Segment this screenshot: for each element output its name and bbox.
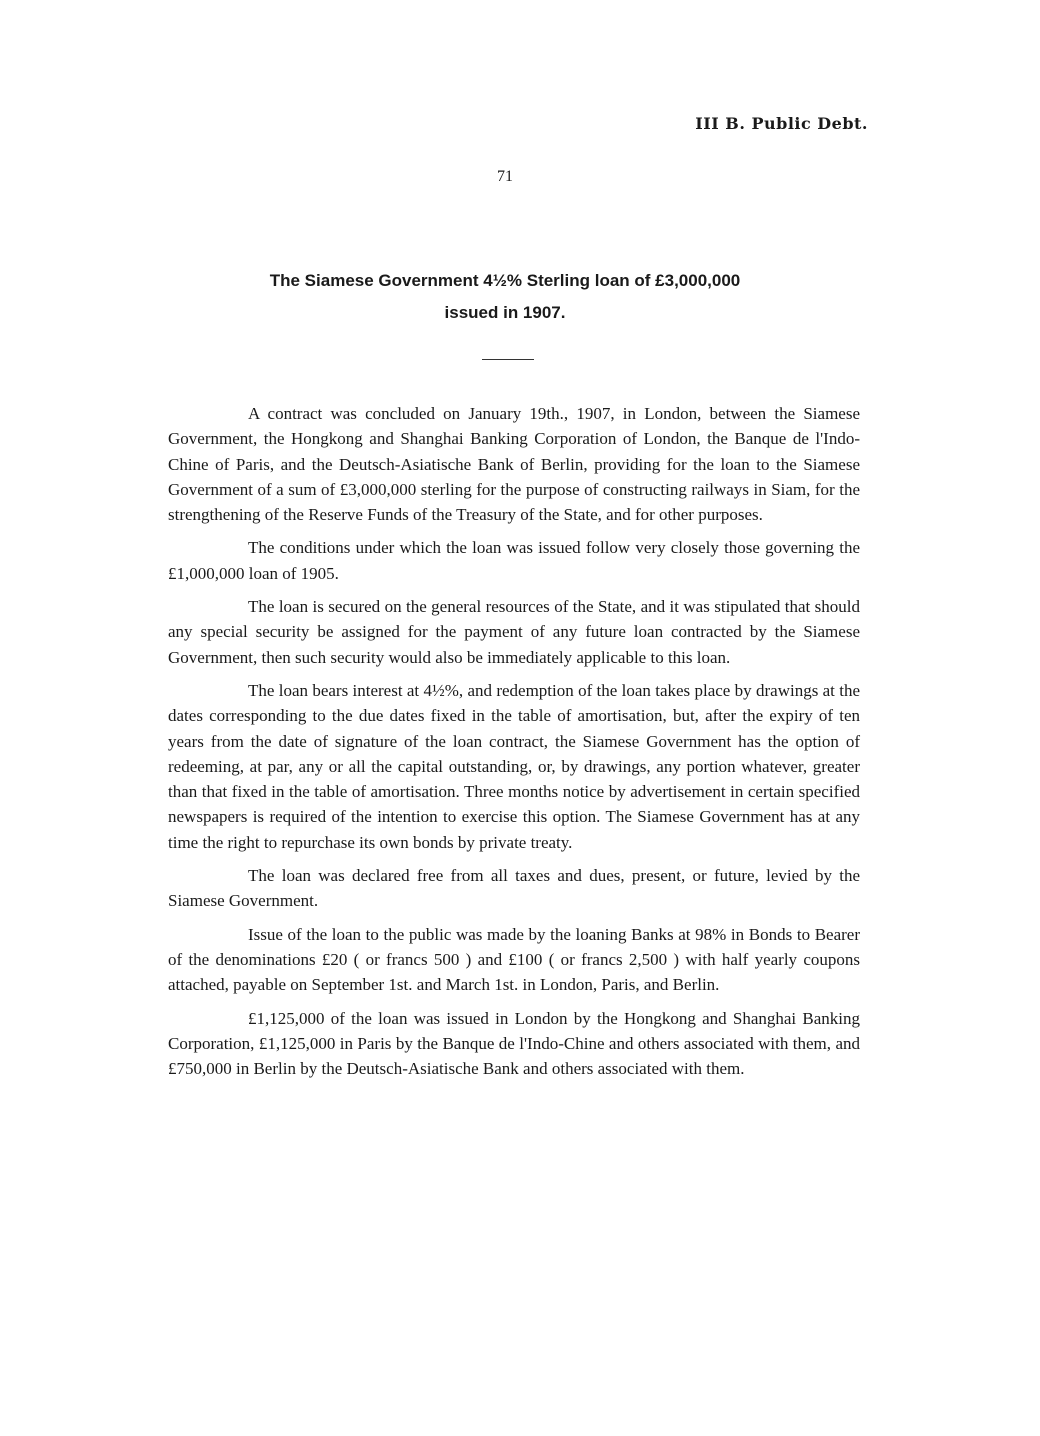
paragraph-contract: A contract was concluded on January 19th., 1907, in London, between the Siamese Government, the Hongkong and Shanghai Banking Corporation of London, the Banque de l'Indo-Chine of Paris, and the Deutsch-Asiatische Bank of Berlin, providing for the loan to the Siamese Government of a sum of £3,000,000 sterling for the purpose of constructing railways in Siam, for the strengthening of the Reserve Funds of the Treasury of the State, and for other purposes. xyxy=(168,404,860,525)
paragraph-interest: The loan bears interest at 4½%, and redemption of the loan takes place by drawings at the dates corresponding to the due dates fixed in the table of amortisation, but, after the expiry of ten years from the date of signature of the loan contract, the Siamese Government has the option of redeeming, at par, any or all the capital outstanding, or, by drawings, any portion whatever, greater than that fixed in the table of amortisation. Three months notice by advertisement in certain specified newspapers is required of the intention to exercise this option. The Siamese Government has at any time the right to repurchase its own bonds by private treaty. xyxy=(168,680,860,852)
page-number: 71 xyxy=(497,168,513,185)
title-divider xyxy=(482,359,534,360)
paragraph-conditions: The conditions under which the loan was issued follow very closely those governing the £1,000,000 loan of 1905. xyxy=(168,538,860,583)
paragraph-issue: Issue of the loan to the public was made by the loaning Banks at 98% in Bonds to Bearer of the denominations £20 ( or francs 500 ) and £100 ( or francs 2,500 ) with half yearly coupons attached, payable on September 1st. and March 1st. in London, Paris, and Berlin. xyxy=(168,924,860,995)
title-line-2: issued in 1907. xyxy=(444,303,566,322)
paragraph-taxes: The loan was declared free from all taxes and dues, present, or future, levied by the Siamese Government. xyxy=(168,866,860,911)
body-text xyxy=(168,401,860,1089)
paragraph-security: The loan is secured on the general resources of the State, and it was stipulated that should any special security be assigned for the payment of any future loan contracted by the Siamese Government, then such security would also be immediately applicable to this loan. xyxy=(168,597,860,667)
title-line-1: The Siamese Government 4½% Sterling loan of £3,000,000 xyxy=(269,271,741,290)
document-title xyxy=(0,265,1010,329)
running-head: III B. Public Debt. xyxy=(695,114,868,133)
paragraph-distribution: £1,125,000 of the loan was issued in London by the Hongkong and Shanghai Banking Corporation, £1,125,000 in Paris by the Banque de l'Indo-Chine and others associated with them, and £750,000 in Berlin by the Deutsch-Asiatische Bank and others associated with them. xyxy=(168,1008,860,1079)
